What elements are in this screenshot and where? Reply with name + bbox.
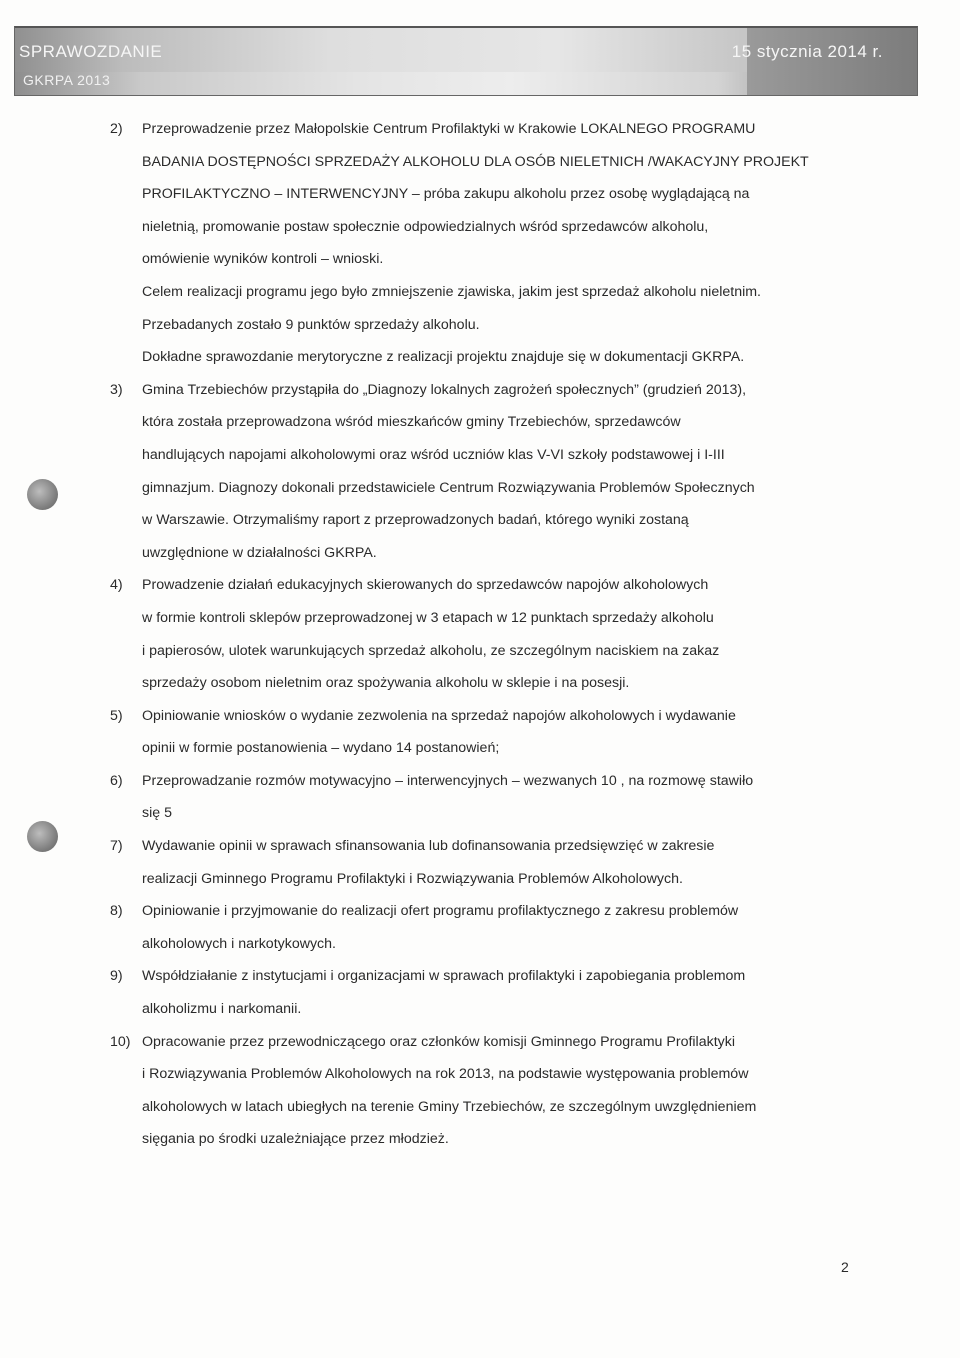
document-body <box>110 113 850 1156</box>
text-line: i Rozwiązywania Problemów Alkoholowych na rok 2013, na podstawie występowania problemów <box>142 1066 749 1083</box>
text-line: w Warszawie. Otrzymaliśmy raport z przeprowadzonych badań, którego wyniki zostaną <box>142 512 689 529</box>
item-text <box>142 374 850 570</box>
item-number: 7) <box>110 838 123 855</box>
list-item-8 <box>110 895 850 960</box>
list-item-3 <box>110 374 850 570</box>
text-line: PROFILAKTYCZNO – INTERWENCYJNY – próba zakupu alkoholu przez osobę wyglądającą na <box>142 186 750 203</box>
text-line: Wydawanie opinii w sprawach sfinansowania lub dofinansowania przedsięwzięć w zakresie <box>142 838 715 855</box>
list-item-9 <box>110 960 850 1025</box>
header-date: 15 stycznia 2014 r. <box>731 42 883 61</box>
item-number: 3) <box>110 381 123 398</box>
item-text <box>142 569 850 699</box>
item-number: 2) <box>110 121 123 137</box>
header-title: SPRAWOZDANIE <box>19 42 163 61</box>
item-text <box>142 700 850 765</box>
item-text <box>142 895 850 960</box>
text-line: gimnazjum. Diagnozy dokonali przedstawiciele Centrum Rozwiązywania Problemów Społecznych <box>142 479 755 496</box>
item-number: 5) <box>110 707 123 724</box>
text-line: Przeprowadzenie przez Małopolskie Centrum Profilaktyki w Krakowie LOKALNEGO PROGRAMU <box>142 121 756 137</box>
item-number: 9) <box>110 968 123 985</box>
text-line: nieletnią, promowanie postaw społecznie odpowiedzialnych wśród sprzedawców alkoholu, <box>142 218 709 235</box>
page-number: 2 <box>841 1259 849 1275</box>
list-item-6 <box>110 765 850 830</box>
text-line: omówienie wyników kontroli – wnioski. <box>142 251 384 268</box>
item-2-details <box>142 276 850 374</box>
list-item-7 <box>110 830 850 895</box>
text-line: Prowadzenie działań edukacyjnych skierowanych do sprzedawców napojów alkoholowych <box>142 577 709 594</box>
text-line: Dokładne sprawozdanie merytoryczne z realizacji projektu znajduje się w dokumentacji GKRPA. <box>142 349 745 366</box>
text-line: się 5 <box>142 805 172 822</box>
text-line: która została przeprowadzona wśród mieszkańców gminy Trzebiechów, sprzedawców <box>142 414 681 431</box>
text-line: Opracowanie przez przewodniczącego oraz członków komisji Gminnego Programu Profilaktyki <box>142 1033 735 1050</box>
text-line: sprzedaży osobom nieletnim oraz spożywania alkoholu w sklepie i na posesji. <box>142 675 630 692</box>
text-line: sięgania po środki uzależniające przez młodzież. <box>142 1131 449 1148</box>
text-line: Gmina Trzebiechów przystąpiła do „Diagnozy lokalnych zagrożeń społecznych” (grudzień 2013), <box>142 381 747 398</box>
header-subtitle: GKRPA 2013 <box>23 72 111 88</box>
text-line: i papierosów, ulotek warunkujących sprzedaż alkoholu, ze szczególnym naciskiem na zakaz <box>142 642 720 659</box>
text-line: alkoholowych w latach ubiegłych na terenie Gminy Trzebiechów, ze szczególnym uwzględnieniem <box>142 1098 757 1115</box>
text-line: Współdziałanie z instytucjami i organizacjami w sprawach profilaktyki i zapobiegania problemom <box>142 968 746 985</box>
item-text <box>142 765 850 830</box>
list-item-4 <box>110 569 850 699</box>
item-text <box>142 960 850 1025</box>
header-date-box <box>747 28 917 96</box>
text-line: Opiniowanie wniosków o wydanie zezwolenia na sprzedaż napojów alkoholowych i wydawanie <box>142 707 736 724</box>
item-number: 8) <box>110 903 123 920</box>
text-line: Przebadanych zostało 9 punktów sprzedaży alkoholu. <box>142 316 480 333</box>
list-item-10 <box>110 1026 850 1156</box>
text-line: realizacji Gminnego Programu Profilaktyki i Rozwiązywania Problemów Alkoholowych. <box>142 870 683 887</box>
text-line: BADANIA DOSTĘPNOŚCI SPRZEDAŻY ALKOHOLU DLA OSÓB NIELETNICH /WAKACYJNY PROJEKT <box>142 153 809 170</box>
text-line: alkoholizmu i narkomanii. <box>142 1001 302 1018</box>
punch-hole-icon <box>27 479 58 510</box>
text-line: alkoholowych i narkotykowych. <box>142 935 336 952</box>
item-number: 10) <box>110 1033 131 1050</box>
text-line: Przeprowadzanie rozmów motywacyjno – interwencyjnych – wezwanych 10 , na rozmowę stawiło <box>142 772 754 789</box>
list-item-2 <box>110 113 850 276</box>
item-text <box>142 1026 850 1156</box>
item-number: 6) <box>110 772 123 789</box>
text-line: Opiniowanie i przyjmowanie do realizacji ofert programu profilaktycznego z zakresu problemów <box>142 903 739 920</box>
item-text <box>142 830 850 895</box>
text-line: uwzględnione w działalności GKRPA. <box>142 544 377 561</box>
item-number: 4) <box>110 577 123 594</box>
text-line: opinii w formie postanowienia – wydano 14 postanowień; <box>142 740 500 757</box>
page-header <box>14 26 918 96</box>
list-item-5 <box>110 700 850 765</box>
text-line: Celem realizacji programu jego było zmniejszenie zjawiska, jakim jest sprzedaż alkoholu nieletnim. <box>142 283 761 300</box>
item-text <box>142 113 850 276</box>
punch-hole-icon <box>27 821 58 852</box>
text-line: w formie kontroli sklepów przeprowadzonej w 3 etapach w 12 punktach sprzedaży alkoholu <box>142 609 714 626</box>
text-line: handlujących napojami alkoholowymi oraz wśród uczniów klas V-VI szkoły podstawowej i I-III <box>142 446 725 463</box>
